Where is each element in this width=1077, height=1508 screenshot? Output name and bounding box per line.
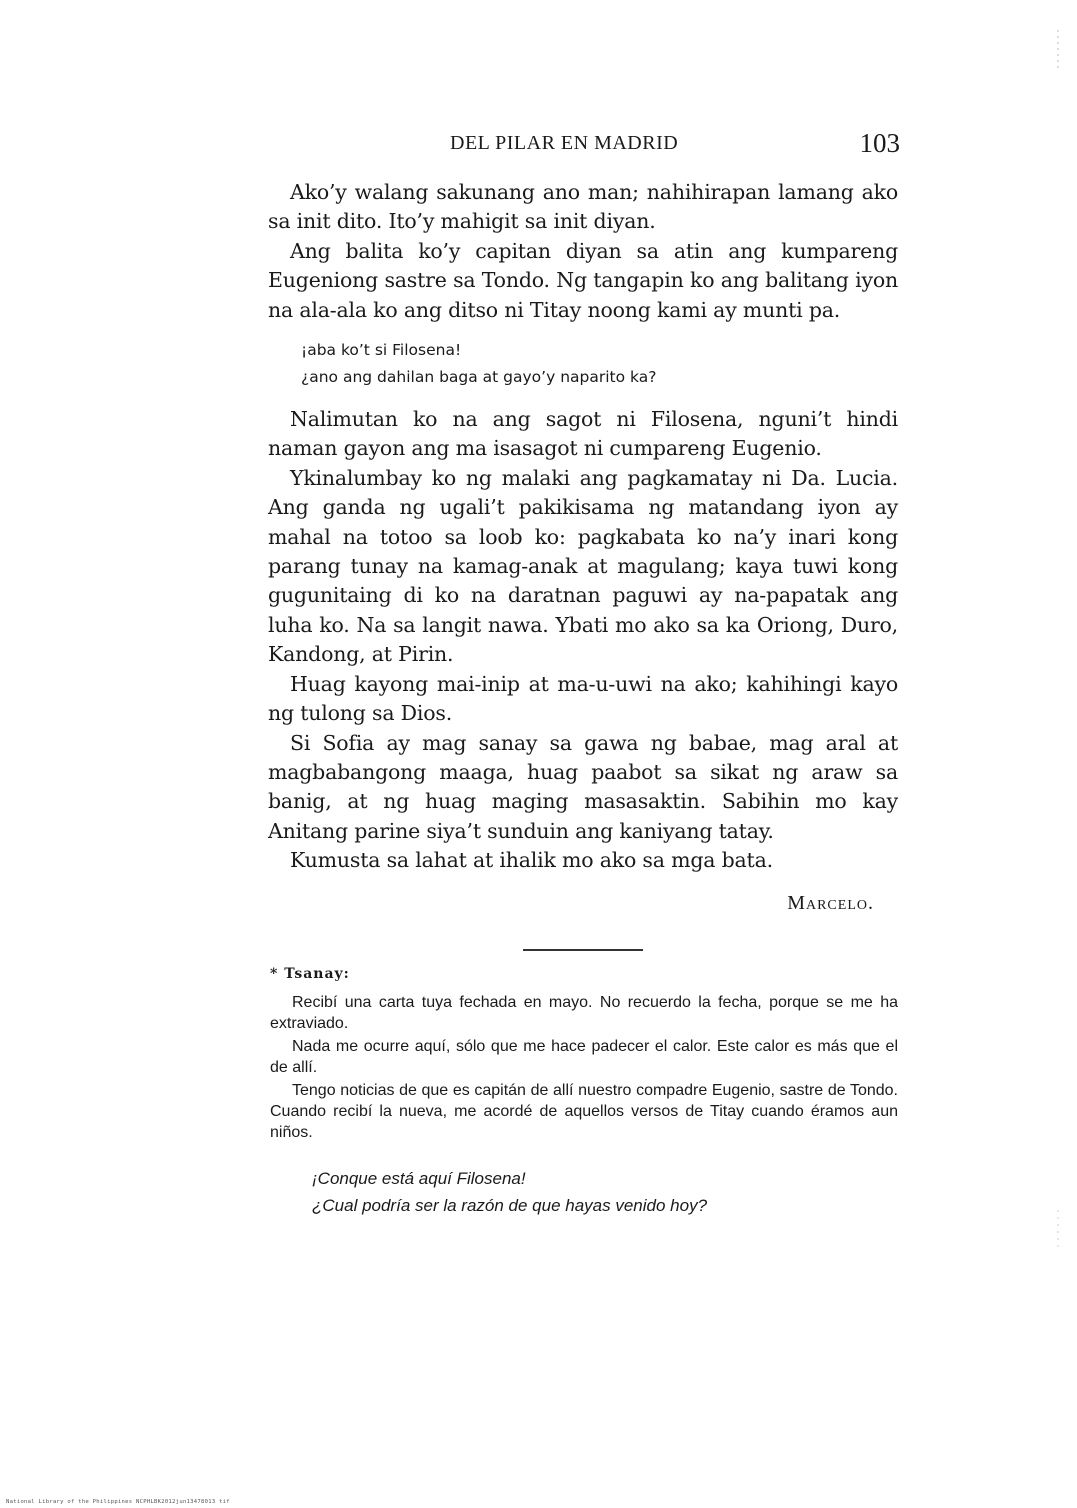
scan-footer: National Library of the Philippines NCPHLBK2012jun13478013 tif — [6, 1499, 230, 1505]
scan-edge-marks — [1057, 30, 1059, 1330]
page-number: 103 — [859, 128, 900, 158]
paragraph: Kumusta sa lahat at ihalik mo ako sa mga bata. — [290, 848, 773, 873]
footnote-paragraph: Nada me ocurre aquí, sólo que me hace padecer el calor. Este calor es más que el de allí. — [270, 1038, 898, 1076]
tagalog-verse — [301, 337, 898, 391]
letter-body — [268, 178, 898, 918]
paragraph: Si Sofia ay mag sanay sa gawa ng babae, mag aral at magbabangong maaga, huag paabot sa sikat ng araw sa banig, at ng huag maging masasaktin. Sabihin mo kay Anitang parine siya’t sunduin ang kaniyang tatay. — [268, 730, 898, 843]
scan-edge-marks-graphic — [1057, 30, 1059, 1330]
verse-line: ¡Conque está aquí Filosena! — [312, 1169, 526, 1188]
running-head — [268, 128, 900, 168]
running-title: DEL PILAR EN MADRID — [450, 132, 679, 154]
footnote-paragraph: Tengo noticias de que es capitán de allí nuestro compadre Eugenio, sastre de Tondo. Cuando recibí la nueva, me acordé de aquellos versos de Titay cuando éramos aun niños. — [270, 1082, 898, 1141]
verse-line: ¿Cual podría ser la razón de que hayas venido hoy? — [312, 1196, 708, 1215]
spanish-verse — [312, 1165, 898, 1219]
section-divider — [523, 949, 643, 951]
paragraph: Huag kayong mai-inip at ma-u-uwi na ako; kahihingi kayo ng tulong sa Dios. — [268, 671, 898, 726]
footnote-label: * Tsanay: — [270, 966, 350, 982]
paragraph: Ang balita ko’y capitan diyan sa atin ang kumpareng Eugeniong sastre sa Tondo. Ng tangapin ko ang balitang iyon na ala-ala ko ang ditso ni Titay noong kami ay munti pa. — [268, 238, 898, 322]
verse-line: ¿ano ang dahilan baga at gayo’y naparito ka? — [301, 368, 657, 387]
paragraph: Nalimutan ko na ang sagot ni Filosena, nguni’t hindi naman gayon ang ma isasagot ni cumpareng Eugenio. — [268, 407, 898, 461]
footnote — [270, 966, 898, 1219]
paragraph: Ykinalumbay ko ng malaki ang pagkamatay ni Da. Lucia. Ang ganda ng ugali’t pakikisama ng matandang iyon ay mahal na totoo sa loob ko: pagkabata ko na’y inari kong parang tunay na kamag-anak at magulang; kaya tuwi kong gugunitaing di ko na daratnan paguwi ay na-papatak ang luha ko. Na sa langit nawa. Ybati mo ako sa ka Oriong, Duro, Kandong, at Pirin. — [268, 465, 898, 667]
footnote-paragraph: Recibí una carta tuya fechada en mayo. No recuerdo la fecha, porque se me ha extraviado. — [270, 994, 898, 1032]
signature: Marcelo. — [787, 891, 874, 914]
verse-line: ¡aba ko’t si Filosena! — [301, 341, 462, 360]
paragraph: Ako’y walang sakunang ano man; nahihirapan lamang ako sa init dito. Ito’y mahigit sa init diyan. — [268, 180, 898, 234]
